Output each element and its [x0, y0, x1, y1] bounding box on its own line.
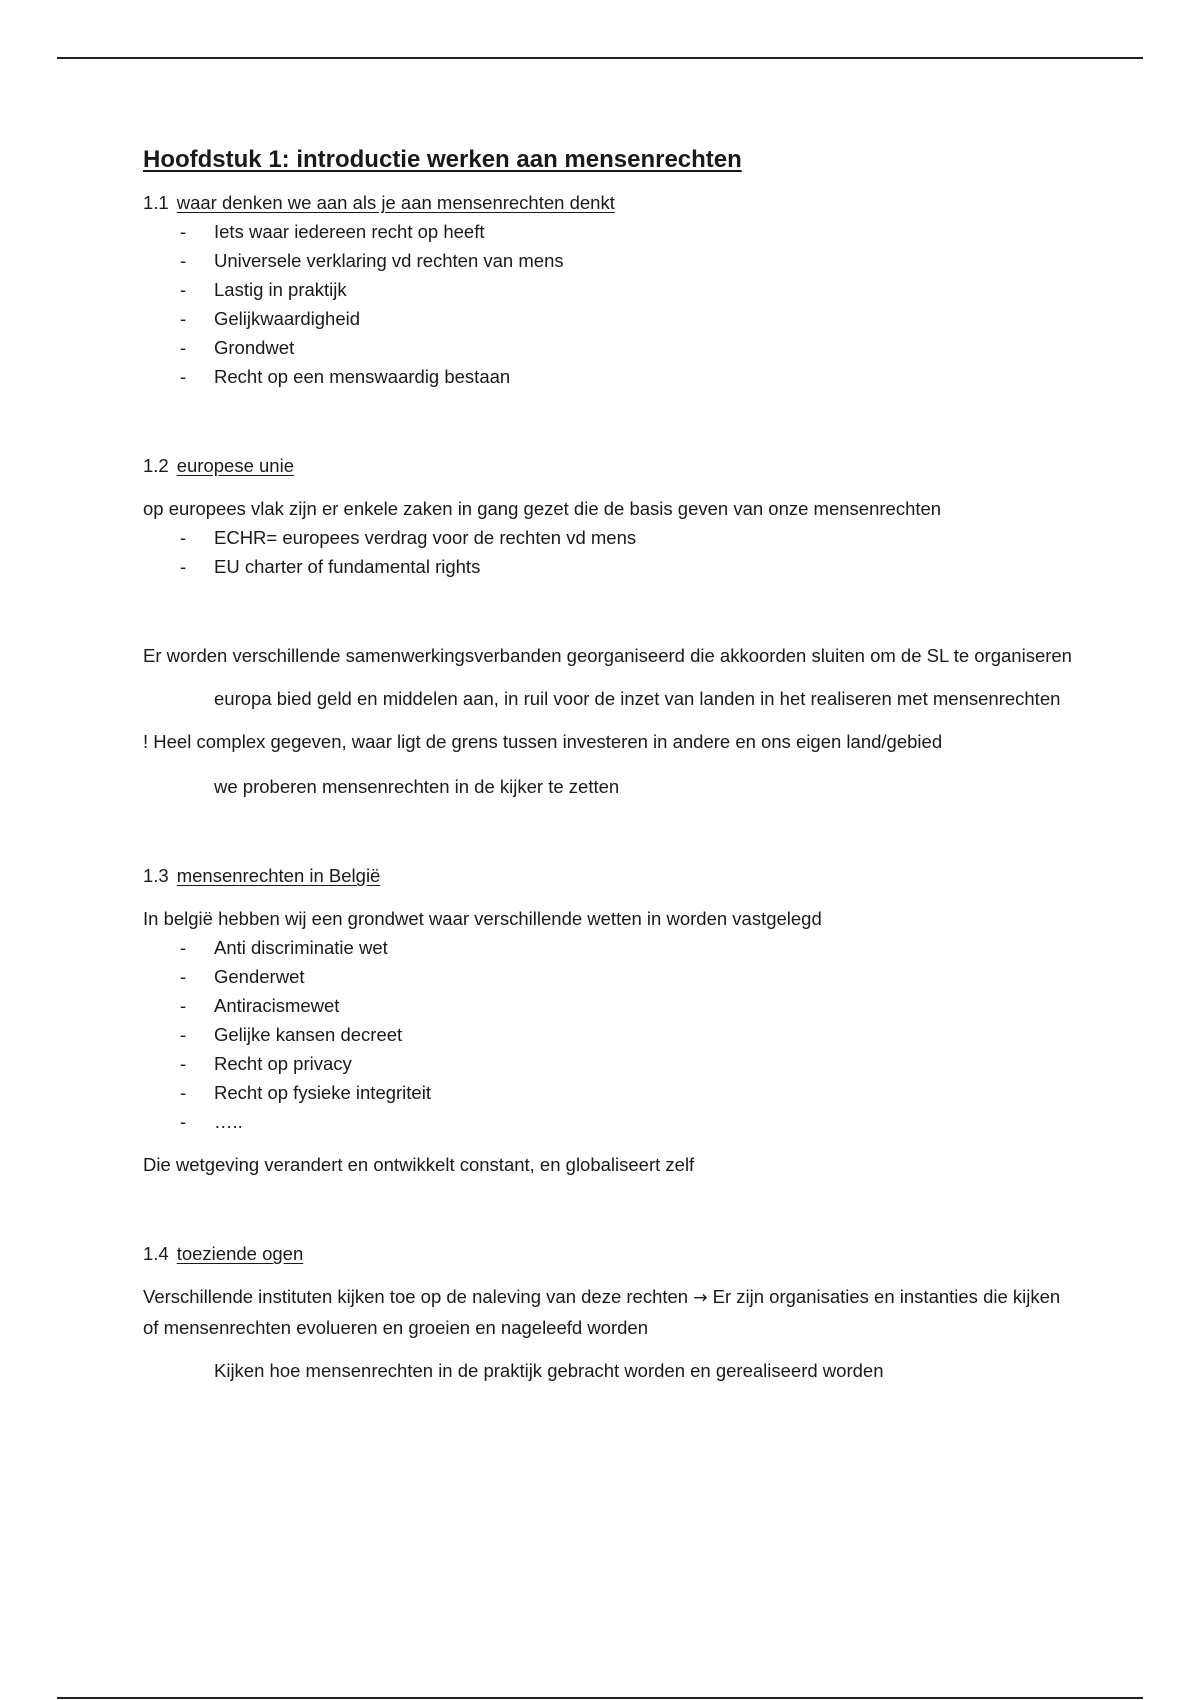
list-item: - ECHR= europees verdrag voor de rechten vd mens [143, 523, 1073, 552]
section-1-2-list [143, 523, 1073, 581]
list-item: - Recht op privacy [143, 1049, 1073, 1078]
section-1-2-paragraph: Er worden verschillende samenwerkingsverbanden georganiseerd die akkoorden sluiten om de SL te organiseren [143, 645, 1072, 666]
section-1-4-heading [143, 1239, 1073, 1268]
section-1-3-intro: In belgië hebben wij een grondwet waar verschillende wetten in worden vastgelegd [143, 908, 822, 929]
intro-text: Verschillende instituten kijken toe op de naleving van deze rechten [143, 1286, 689, 1307]
footer-rule [57, 1697, 1143, 1699]
section-title: europese unie [176, 455, 294, 476]
section-1-3-outro: Die wetgeving verandert en ontwikkelt constant, en globaliseert zelf [143, 1154, 695, 1175]
section-1-1-list [143, 217, 1073, 391]
list-item: - ….. [143, 1107, 1073, 1136]
section-1-2-remark: ! Heel complex gegeven, waar ligt de grens tussen investeren in andere en ons eigen land/gebied [143, 731, 943, 752]
section-number: 1.2 [143, 455, 169, 476]
intro-text: Er zijn organisaties en instanties die kijken of mensenrechten evolueren en groeien en nageleefd worden [143, 1286, 1061, 1338]
document-body [143, 144, 1073, 1385]
section-number: 1.4 [143, 1243, 169, 1264]
chapter-title: Hoofdstuk 1: introductie werken aan mensenrechten [143, 146, 742, 173]
list-item: - Lastig in praktijk [143, 275, 1073, 304]
list-item: - Grondwet [143, 333, 1073, 362]
list-item: - Anti discriminatie wet [143, 933, 1073, 962]
section-1-2-intro: op europees vlak zijn er enkele zaken in gang gezet die de basis geven van onze mensenrechten [143, 498, 942, 519]
section-1-2-heading [143, 451, 1073, 480]
section-title: mensenrechten in België [176, 865, 381, 886]
section-number: 1.1 [143, 192, 169, 213]
list-item: - Iets waar iedereen recht op heeft [143, 217, 1073, 246]
section-1-3-heading [143, 861, 1073, 890]
section-1-2-indented-note: we proberen mensenrechten in de kijker te zetten [214, 776, 620, 797]
section-title: toeziende ogen [176, 1243, 304, 1264]
section-1-3-list [143, 933, 1073, 1136]
section-title: waar denken we aan als je aan mensenrechten denkt [176, 192, 615, 213]
list-item: - Gelijkwaardigheid [143, 304, 1073, 333]
list-item: - Gelijke kansen decreet [143, 1020, 1073, 1049]
arrow-right-icon: → [693, 1288, 708, 1308]
header-rule [57, 57, 1143, 59]
list-item: - Recht op fysieke integriteit [143, 1078, 1073, 1107]
section-1-4-intro [143, 1282, 1073, 1342]
list-item: - Recht op een menswaardig bestaan [143, 362, 1073, 391]
section-1-1-heading [143, 188, 1073, 217]
list-item: - Genderwet [143, 962, 1073, 991]
section-1-2-indented-note: europa bied geld en middelen aan, in ruil voor de inzet van landen in het realiseren met mensenrechten [214, 688, 1061, 709]
list-item: - Universele verklaring vd rechten van mens [143, 246, 1073, 275]
section-number: 1.3 [143, 865, 169, 886]
list-item: - Antiracismewet [143, 991, 1073, 1020]
list-item: - EU charter of fundamental rights [143, 552, 1073, 581]
section-1-4-indented-note: Kijken hoe mensenrechten in de praktijk gebracht worden en gerealiseerd worden [214, 1360, 884, 1381]
